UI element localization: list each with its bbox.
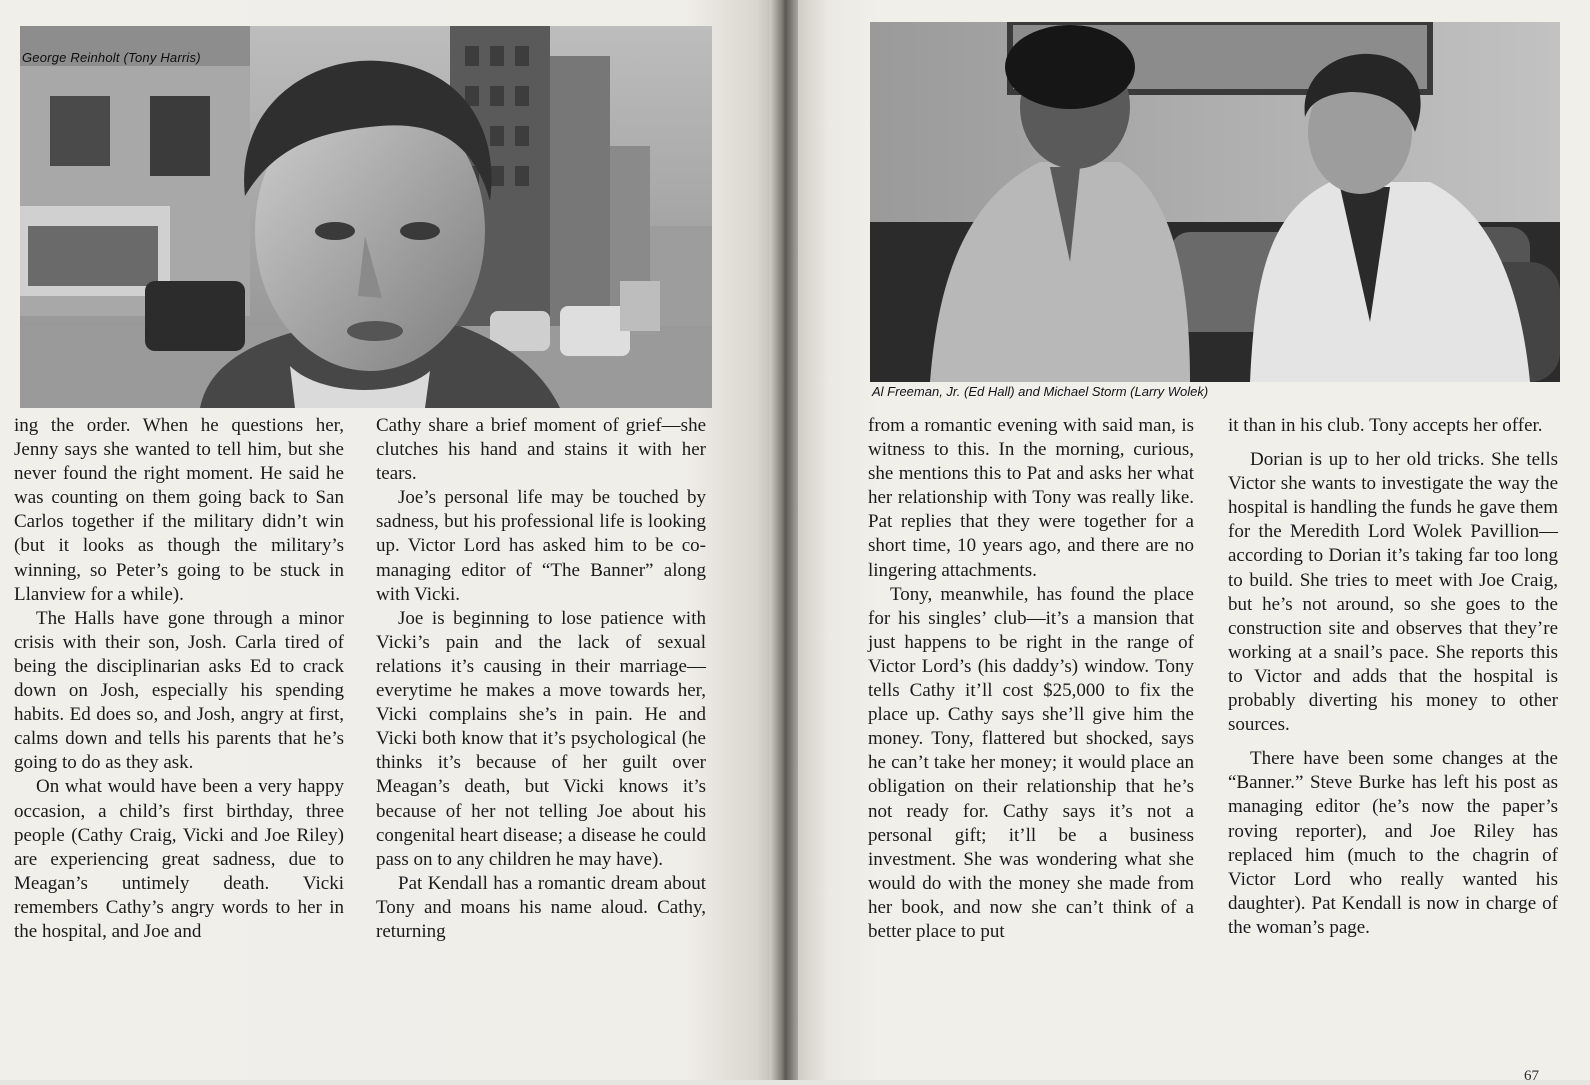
paragraph: Joe is beginning to lose patience with Vicki’s pain and the lack of sexual relations it’s causing in their marriage—everytime he makes a move towards her, Vicki complains she’s in pain. He and Vicki both know that it’s psychological (he thinks it’s because of her guilt over Meagan’s death, but Vicki knows it’s because of her not telling Joe about his congenital heart disease; a disease he could pass on to any children he may have). — [376, 607, 706, 870]
article-column-3 — [868, 414, 1194, 944]
paragraph: it than in his club. Tony accepts her offer. — [1228, 415, 1543, 436]
paragraph: Cathy share a brief moment of grief—she clutches his hand and stains it with her tears. — [376, 415, 706, 485]
article-column-4 — [1228, 414, 1558, 940]
paragraph: There have been some changes at the “Banner.” Steve Burke has left his post as managing editor (he’s now the paper’s roving reporter), and Joe Riley has replaced him (much to the chagrin of Victor Lord who really wanted his daughter). Pat Kendall is now in charge of the woman’s page. — [1228, 748, 1558, 938]
paragraph: Tony, meanwhile, has found the place for his singles’ club—it’s a mansion that just happens to be right in the range of Victor Lord’s (his daddy’s) window. Tony tells Cathy it’ll cost $25,000 to fix the place up. Cathy says she’ll give him the money. Tony, flattered but shocked, says he can’t take her money; it would place an obligation on their relationship that he’s not ready for. Cathy says it’s not a personal gift; it’ll be a business investment. She was wondering what she would do with the money she made from her book, and now she can’t think of a better place to put — [868, 583, 1194, 942]
photo-freeman-storm — [870, 22, 1560, 382]
paragraph: Joe’s personal life may be touched by sadness, but his professional life is looking up. Victor Lord has asked him to be co-managing editor of “The Banner” along with Vicki. — [376, 487, 706, 605]
photo-credit: George Reinholt (Tony Harris) — [22, 50, 201, 65]
paragraph: Dorian is up to her old tricks. She tells Victor she wants to investigate the way the hospital is handling the funds he gave them for the Meredith Lord Wolek Pavillion—according to Dorian it’s taking far too long to build. She tries to meet with Joe Craig, but he’s not around, so she goes to the construction site and observes that they’re working at a snail’s pace. She reports this to Victor and adds that the hospital is probably diverting his money to other sources. — [1228, 449, 1558, 736]
photo-caption: Al Freeman, Jr. (Ed Hall) and Michael Storm (Larry Wolek) — [872, 384, 1209, 399]
paragraph: from a romantic evening with said man, is witness to this. In the morning, curious, she mentions this to Pat and asks her what her relationship with Tony was really like. Pat replies that they were together for a short time, 10 years ago, and there are no lingering attachments. — [868, 415, 1194, 581]
article-column-2 — [376, 414, 706, 944]
book-gutter — [770, 0, 798, 1080]
paragraph: ing the order. When he questions her, Jenny says she wanted to tell him, but she never found the right moment. He said he was counting on them going back to San Carlos together if the military didn’t win (but it looks as though the military’s winning, so Peter’s going to be stuck in Llanview for a while). — [14, 415, 344, 605]
article-column-1 — [14, 414, 344, 944]
paragraph: Pat Kendall has a romantic dream about Tony and moans his name aloud. Cathy, returning — [376, 872, 706, 942]
page-number: 67 — [1524, 1068, 1539, 1084]
paragraph: On what would have been a very happy occasion, a child’s first birthday, three people (Cathy Craig, Vicki and Joe Riley) are experiencing great sadness, due to Meagan’s untimely death. Vicki remembers Cathy’s angry words to her in the hospital, and Joe and — [14, 776, 344, 942]
paragraph: The Halls have gone through a minor crisis with their son, Josh. Carla tired of being the disciplinarian asks Ed to crack down on Josh, especially his spending habits. Ed does so, and Josh, angry at first, calms down and tells his parents that he’s going to do as they ask. — [14, 607, 344, 774]
photo-george-reinholt — [20, 26, 712, 408]
